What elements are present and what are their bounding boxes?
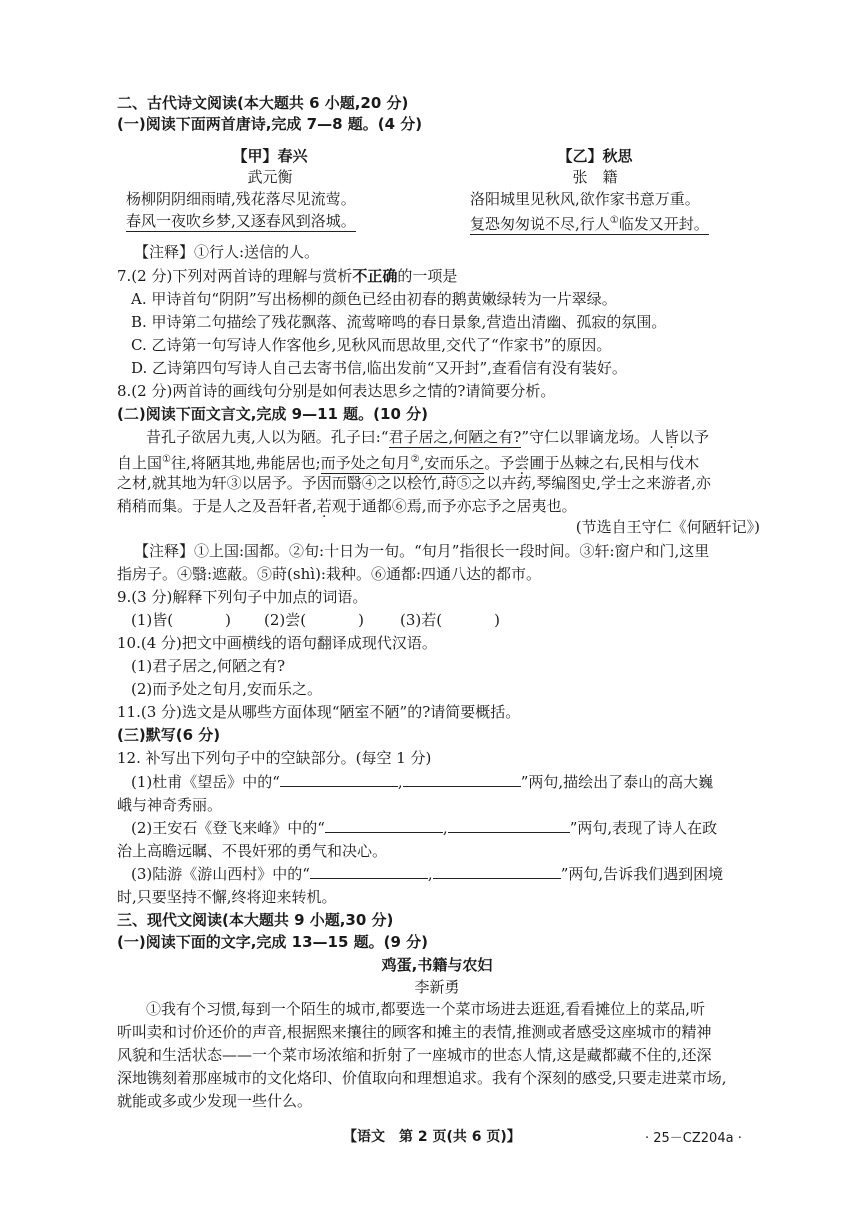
essay-paragraph-line: ①我有个习惯,每到一个陌生的城市,都要选一个菜市场进去逛逛,看看摊位上的菜品,听 [146,1000,706,1018]
option-d: D. 乙诗第四句写诗人自己去寄书信,临出发前“又开封”,查看信有没有装好。 [131,359,627,377]
underlined-line: 复恐匆匆说不尽,行人①临发又开封。 [470,215,709,233]
classical-line1: 昔孔子欲居九夷,人以为陋。孔子曰:“君子居之,何陋之有?”守仁以罪谪龙场。人皆以予 [146,428,710,446]
poem-note: 【注释】①行人:送信的人。 [134,243,320,261]
question-8: 8.(2 分)两首诗的画线句分别是如何表达思乡之情的?请简要分析。 [117,382,556,400]
poem-a-line1: 杨柳阴阴细雨晴,残花落尽见流莺。 [126,190,356,208]
question-9-item3: (3)若( ) [400,611,500,629]
essay-title: 鸡蛋,书籍与农妇 [381,956,493,974]
poem-a-title: 【甲】春兴 [232,147,308,165]
option-b: B. 甲诗第二句描绘了残花飘落、流莺啼鸣的春日景象,营造出清幽、孤寂的氛围。 [131,313,667,331]
dictation-2: (2)王安石《登飞来峰》中的“ , ”两句,表现了诗人在政 [131,819,718,837]
classical-note-line2: 指房子。④翳:遮蔽。⑤莳(shì):栽种。⑥通都:四通八达的都市。 [117,565,542,583]
option-c: C. 乙诗第一句写诗人作客他乡,见秋风而思故里,交代了“作家书”的原因。 [131,336,612,354]
answer-blank[interactable] [280,772,398,787]
question-10-item1: (1)君子居之,何陋之有? [131,657,286,675]
classical-line4: 稍稍而集。于是人之及吾轩者,若观于通都⑥焉,而予亦忘予之居夷也。 [117,497,577,515]
question-10-item2: (2)而予处之旬月,安而乐之。 [131,680,323,698]
classical-note-line1: 【注释】①上国:国都。②旬:十日为一旬。“旬月”指很长一段时间。③轩:窗户和门,这里 [134,542,710,560]
page-footer: 【语文 第 2 页(共 6 页)】 [343,1129,521,1145]
question-9-item1: (1)皆( ) [131,611,231,629]
answer-blank[interactable] [310,864,428,879]
dictation-1-cont: 峨与神奇秀丽。 [117,796,223,814]
dictation-3: (3)陆游《游山西村》中的“ , ”两句,告诉我们遇到困境 [131,865,724,883]
poem-a-line2 [126,211,356,231]
question-7: 7.(2 分)下列对两首诗的理解与赏析不正确的一项是 [117,267,458,285]
part-title: (一)阅读下面两首唐诗,完成 7—8 题。(4 分) [117,115,423,133]
dictation-1: (1)杜甫《望岳》中的“ , ”两句,描绘出了泰山的高大巍 [131,773,714,791]
poem-b-line1: 洛阳城里见秋风,欲作家书意万重。 [470,190,700,208]
dictation-2-cont: 治上高瞻远瞩、不畏奸邪的勇气和决心。 [117,842,388,860]
answer-blank[interactable] [433,864,561,879]
essay-paragraph-line: 听叫卖和讨价还价的声音,根据熙来攘往的顾客和摊主的表情,推测或者感受这座城市的精神 [117,1023,712,1041]
poem-a-author: 武元衡 [247,168,293,186]
section-title: 三、现代文阅读(本大题共 9 小题,30 分) [117,911,394,929]
essay-paragraph-line: 深地镌刻着那座城市的文化烙印、价值取向和理想追求。我有个深刻的感受,只要走进菜市场, [117,1069,727,1087]
option-a: A. 甲诗首句“阴阴”写出杨柳的颜色已经由初春的鹅黄嫩绿转为一片翠绿。 [131,290,617,308]
poem-b-title: 【乙】秋思 [557,147,633,165]
part-title: (一)阅读下面的文字,完成 13—15 题。(9 分) [117,933,428,951]
poem-b-author: 张 籍 [572,168,618,186]
essay-author: 李新勇 [414,978,460,996]
classical-line3: 之材,就其地为轩③以居予。予因而翳④之以桧竹,莳⑤之以卉药,琴编图史,学士之来游者,亦 [117,474,711,492]
question-11: 11.(3 分)选文是从哪些方面体现“陋室不陋”的?请简要概括。 [117,703,521,721]
section-title: 二、古代诗文阅读(本大题共 6 小题,20 分) [117,94,409,112]
part-title: (三)默写(6 分) [117,726,221,744]
question-10: 10.(4 分)把文中画横线的语句翻译成现代汉语。 [117,634,437,652]
classical-source: (节选自王守仁《何陋轩记》) [575,518,760,536]
essay-paragraph-line: 就能或多或少发现一些什么。 [117,1092,313,1110]
answer-blank[interactable] [325,818,443,833]
question-9-item2: (2)尝( ) [264,611,364,629]
dictation-3-cont: 时,只要坚持不懈,终将迎来转机。 [117,888,337,906]
answer-blank[interactable] [403,772,521,787]
underlined-line: 春风一夜吹乡梦,又逐春风到洛城。 [126,212,356,230]
part-title: (二)阅读下面文言文,完成 9—11 题。(10 分) [117,405,428,423]
poem-b-line2 [470,211,709,234]
paper-code: · 25－CZ204a · [645,1131,742,1146]
answer-blank[interactable] [448,818,570,833]
essay-paragraph-line: 风貌和生活状态——一个菜市场浓缩和折射了一座城市的世态人情,这是藏都藏不住的,还深 [117,1046,712,1064]
question-12: 12. 补写出下列句子中的空缺部分。(每空 1 分) [117,749,432,767]
classical-line2: 自上国①往,将陋其地,弗能居也;而予处之旬月②,安而乐之。予尝圃于丛棘之右,民相与伐木 [117,454,700,472]
question-9: 9.(3 分)解释下列句子中加点的词语。 [117,588,368,606]
